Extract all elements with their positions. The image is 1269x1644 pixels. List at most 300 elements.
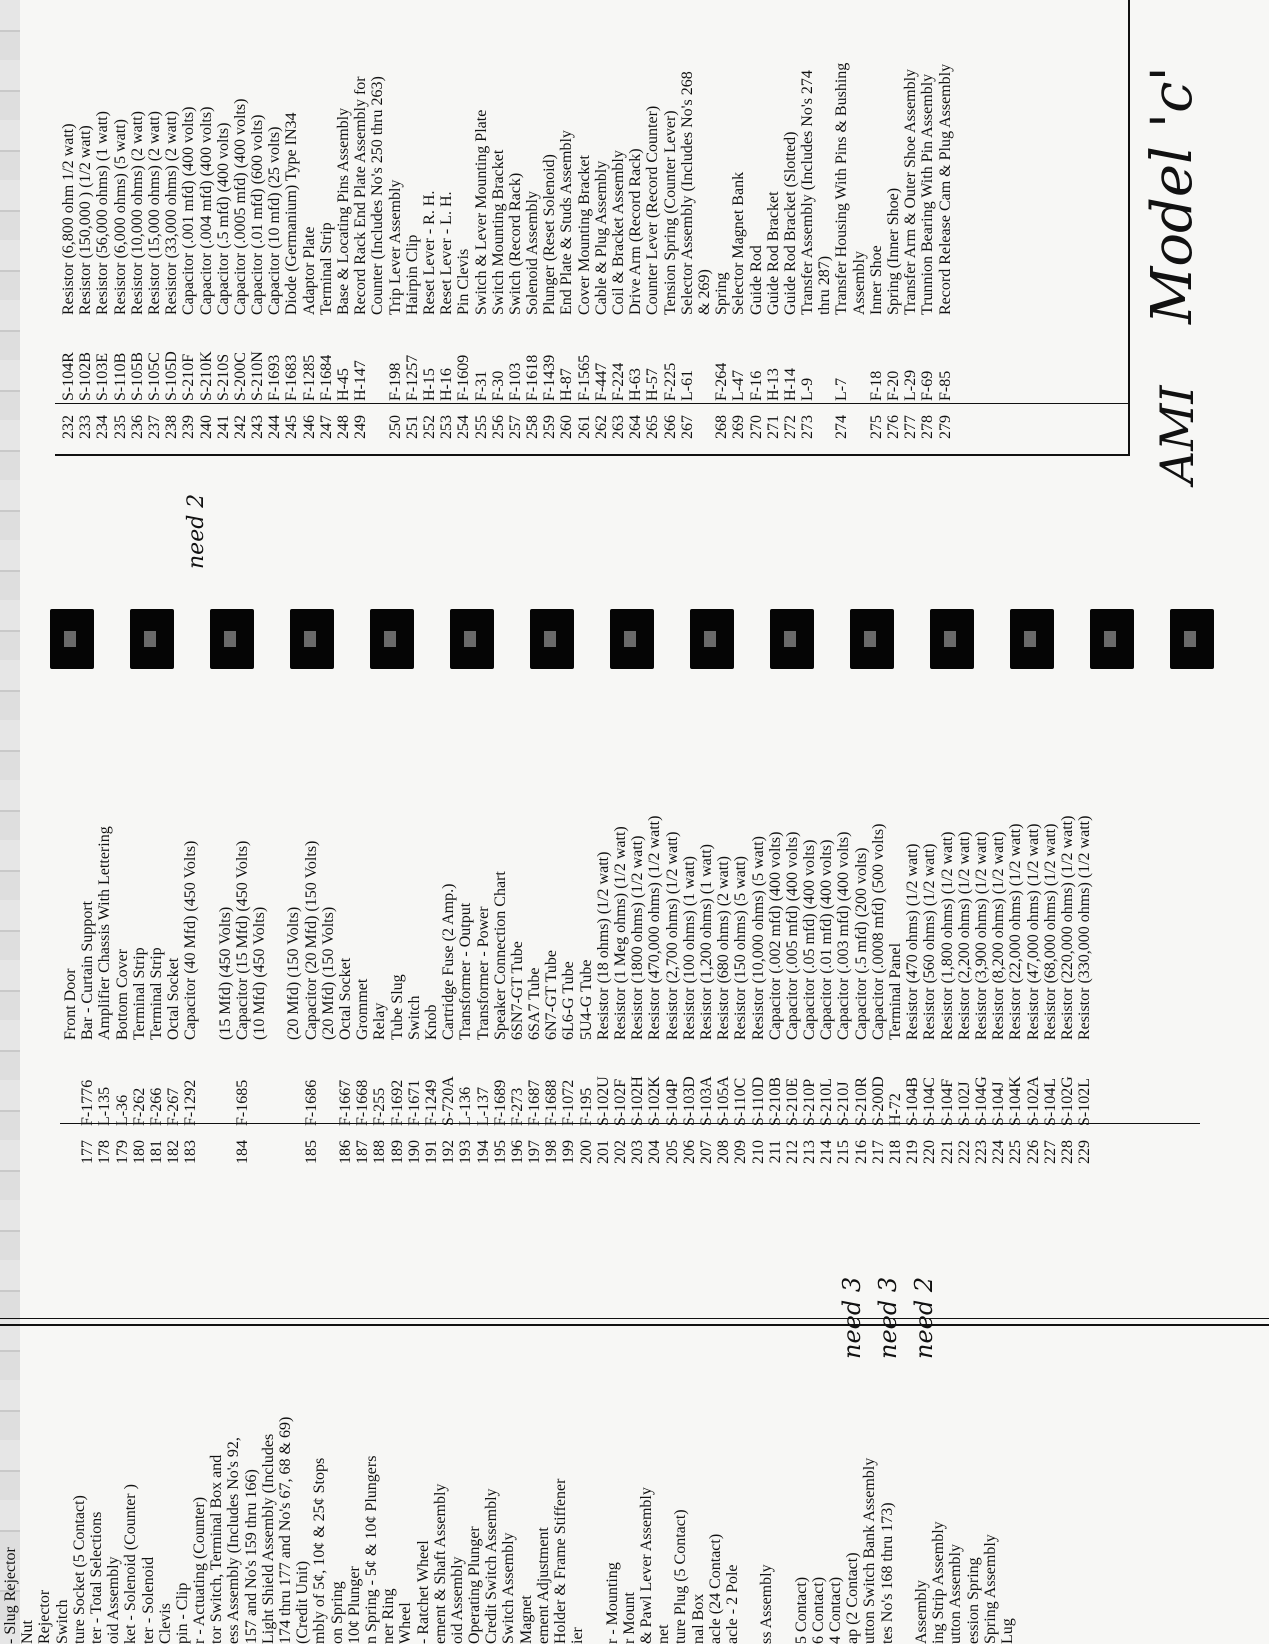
- part-number: F-195: [577, 1087, 595, 1126]
- item-number: 242: [231, 415, 249, 439]
- part-number: S-102B: [77, 352, 95, 401]
- table-row: [389, 816, 406, 1174]
- part-description: [200, 1040, 217, 1052]
- table-row: [558, 63, 575, 449]
- item-number: 178: [96, 1140, 114, 1164]
- table-row: [853, 816, 870, 1174]
- table-row: [163, 63, 180, 449]
- item-number: 200: [577, 1140, 595, 1164]
- item-number: 245: [283, 415, 301, 439]
- left-column-item: Clevis: [156, 1603, 174, 1644]
- part-number: F-1689: [491, 1079, 509, 1126]
- part-number: S-104R: [60, 352, 77, 401]
- part-description: Terminal Strip: [130, 947, 148, 1040]
- item-number: [369, 415, 386, 449]
- item-number: 207: [697, 1140, 715, 1164]
- item-number: 227: [1041, 1140, 1059, 1164]
- table-row: [490, 63, 507, 449]
- part-number: S-104L: [1041, 1078, 1059, 1126]
- part-number: L-7: [833, 377, 851, 401]
- part-description: Transfer Housing With Pins & Bushing: [833, 62, 851, 315]
- table-row: [509, 816, 526, 1174]
- table-row: [249, 63, 266, 449]
- part-number: F-225: [661, 362, 679, 401]
- table-row: [369, 63, 386, 449]
- part-description: 5U4-G Tube: [577, 959, 595, 1040]
- part-number: F-1257: [403, 354, 421, 401]
- part-number: S-210B: [766, 1077, 784, 1126]
- part-description: Resistor (1800 ohms) (1/2 watt): [629, 835, 647, 1040]
- left-column-item: r - Mounting: [603, 1562, 621, 1644]
- item-number: [217, 1140, 234, 1174]
- part-number: S-105D: [163, 351, 181, 401]
- part-number: L-47: [730, 369, 748, 401]
- item-number: 271: [764, 415, 782, 439]
- part-number: F-267: [165, 1087, 183, 1126]
- left-column-item: ss Assembly: [758, 1564, 776, 1644]
- part-number: F-262: [130, 1087, 148, 1126]
- part-description: Cover Mounting Bracket: [575, 155, 593, 315]
- left-column-item: ter - Total Selections: [87, 1511, 105, 1644]
- left-column-item: oid Assembly: [105, 1556, 123, 1644]
- part-description: Terminal Strip: [147, 947, 165, 1040]
- part-number: S-210F: [180, 353, 198, 401]
- part-description: Resistor (1 Meg ohms) (1/2 watt): [612, 826, 629, 1040]
- part-description: Tube Slug: [388, 974, 406, 1040]
- left-column-item: Assembly: [912, 1580, 930, 1644]
- part-number: [320, 1052, 337, 1140]
- table-row: [180, 63, 197, 449]
- part-description: Guide Rod: [747, 245, 765, 315]
- item-number: 196: [508, 1140, 526, 1164]
- item-number: [851, 415, 868, 449]
- table-row: [301, 63, 318, 449]
- part-description: 6SN7-GT Tube: [508, 941, 526, 1040]
- part-description: thru 287): [816, 255, 834, 315]
- table-row: [455, 63, 472, 449]
- left-column-item: [586, 1417, 603, 1644]
- item-number: 244: [266, 415, 284, 439]
- item-number: 211: [766, 1140, 784, 1164]
- item-number: 228: [1058, 1140, 1076, 1164]
- item-number: 177: [79, 1140, 97, 1164]
- item-number: 254: [455, 415, 473, 439]
- part-number: L-36: [113, 1094, 131, 1126]
- part-description: Switch: [405, 995, 423, 1040]
- part-number: S-210R: [852, 1077, 870, 1126]
- table-row: [526, 816, 543, 1174]
- part-number: S-102F: [612, 1078, 629, 1126]
- right-table-border-left: [55, 454, 1130, 456]
- part-description: Coil & Bracket Assembly: [610, 150, 627, 315]
- handwritten-ami: AMI: [1150, 385, 1204, 484]
- left-column-item: ture Socket (5 Contact): [70, 1495, 88, 1644]
- part-number: [200, 1052, 217, 1140]
- part-number: S-200C: [231, 352, 249, 401]
- part-number: F-1292: [182, 1079, 200, 1126]
- part-number: [217, 1052, 234, 1140]
- table-row: [560, 816, 577, 1174]
- table-row: [750, 816, 767, 1174]
- part-description: Diode (Germanium) Type IN34: [283, 112, 301, 315]
- part-number: F-1618: [524, 354, 542, 401]
- item-number: 249: [352, 415, 370, 439]
- table-row: [715, 816, 732, 1174]
- item-number: 225: [1007, 1140, 1025, 1164]
- part-number: L-136: [457, 1086, 475, 1126]
- item-number: [62, 1140, 79, 1174]
- item-number: 279: [936, 415, 954, 439]
- item-number: 194: [474, 1140, 492, 1164]
- part-description: Resistor (100 ohms) (1 watt): [680, 856, 698, 1040]
- table-row: [335, 63, 352, 449]
- part-number: S-210J: [835, 1081, 853, 1126]
- part-number: S-104K: [1007, 1076, 1025, 1126]
- left-column-item: & Pawl Lever Assembly: [637, 1487, 655, 1644]
- item-number: 216: [852, 1140, 870, 1164]
- left-column-item: ter - Solenoid: [139, 1556, 157, 1644]
- left-column-item: ner Ring: [380, 1588, 398, 1644]
- part-number: F-85: [936, 370, 954, 401]
- part-description: Resistor (2,200 ohms) (1/2 watt): [955, 831, 973, 1040]
- table-row: [576, 63, 593, 449]
- item-number: 187: [354, 1140, 372, 1164]
- item-number: 240: [197, 415, 215, 439]
- middle-parts-table: [62, 816, 1093, 1174]
- table-row: [730, 63, 747, 449]
- perforation: [50, 609, 94, 669]
- table-row: [165, 816, 182, 1174]
- part-number: F-1072: [560, 1079, 578, 1126]
- table-row: [767, 816, 784, 1174]
- table-row: [578, 816, 595, 1174]
- table-row: [438, 63, 455, 449]
- item-number: 235: [111, 415, 129, 439]
- table-row: [919, 63, 936, 449]
- item-number: [251, 1140, 268, 1174]
- item-number: 214: [818, 1140, 836, 1164]
- item-number: 268: [713, 415, 731, 439]
- table-row: [62, 816, 79, 1174]
- part-number: S-720A: [440, 1076, 458, 1126]
- left-column-item: ession Spring: [964, 1557, 982, 1644]
- item-number: 198: [543, 1140, 561, 1164]
- perforation: [1170, 609, 1214, 669]
- part-number: F-31: [472, 370, 490, 401]
- perforation: [530, 609, 574, 669]
- table-row: [129, 63, 146, 449]
- left-column-item: tor Switch, Terminal Box and: [208, 1454, 226, 1644]
- part-number: S-105B: [128, 352, 146, 401]
- item-number: 182: [165, 1140, 183, 1164]
- part-number: H-15: [420, 368, 438, 401]
- part-description: Spring (Inner Shoe): [885, 187, 902, 315]
- table-row: [543, 816, 560, 1174]
- left-column-item: utton Switch Bank Assembly: [861, 1457, 879, 1644]
- part-description: Grommet: [354, 978, 372, 1040]
- table-row: [937, 63, 954, 449]
- part-description: Capacitor (.5 mfd) (400 volts): [214, 122, 232, 315]
- part-number: F-447: [592, 362, 610, 401]
- left-column-item: - Ratchet Wheel: [414, 1540, 432, 1644]
- part-description: Spring: [713, 272, 731, 315]
- perforation: [610, 609, 654, 669]
- part-description: Relay: [371, 1002, 389, 1040]
- item-number: 246: [300, 415, 318, 439]
- item-number: 185: [302, 1140, 320, 1164]
- table-row: [285, 816, 302, 1174]
- table-row: [440, 816, 457, 1174]
- part-number: F-1668: [354, 1079, 372, 1126]
- part-number: F-255: [371, 1087, 389, 1126]
- part-number: F-1249: [422, 1079, 440, 1126]
- table-row: [541, 63, 558, 449]
- item-number: 243: [249, 415, 267, 439]
- left-column-item: Light Shield Assembly (Includes: [259, 1433, 277, 1644]
- item-number: 265: [644, 415, 662, 439]
- item-number: 260: [558, 415, 576, 439]
- part-number: F-264: [713, 362, 731, 401]
- perforation: [290, 609, 334, 669]
- part-number: F-1776: [79, 1079, 97, 1126]
- part-number: F-103: [506, 362, 524, 401]
- table-row: [1042, 816, 1059, 1174]
- perforation: [930, 609, 974, 669]
- left-parts-column: [2, 1417, 1016, 1644]
- part-number: F-224: [610, 362, 627, 401]
- part-number: F-16: [747, 370, 765, 401]
- part-number: [285, 1052, 302, 1140]
- part-number: S-104G: [972, 1076, 990, 1126]
- table-row: [146, 63, 163, 449]
- part-description: Capacitor (.0008 mfd) (500 volts): [869, 823, 887, 1040]
- part-number: [62, 1052, 79, 1140]
- table-row: [232, 63, 249, 449]
- left-column-item: - Slug Rejector: [2, 1547, 19, 1644]
- left-column-item: Credit Switch Assembly: [483, 1488, 501, 1644]
- part-number: S-103D: [680, 1076, 698, 1126]
- left-column-item: [775, 1417, 792, 1644]
- part-number: H-87: [558, 368, 576, 401]
- item-number: 206: [680, 1140, 698, 1164]
- part-number: S-104J: [990, 1081, 1008, 1126]
- table-row: [318, 63, 335, 449]
- item-number: 179: [113, 1140, 131, 1164]
- part-description: Switch & Lever Mounting Plate: [472, 109, 490, 315]
- part-number: H-57: [644, 368, 662, 401]
- part-description: Adaptor Plate: [300, 226, 318, 315]
- part-description: Resistor (150 ohms) (5 watt): [732, 856, 750, 1040]
- handwritten-note-need3: need 3: [838, 1276, 866, 1359]
- table-row: [887, 816, 904, 1174]
- part-description: & 269): [695, 269, 713, 315]
- item-number: 277: [902, 415, 920, 439]
- item-number: 262: [592, 415, 610, 439]
- item-number: 234: [94, 415, 112, 439]
- table-row: [79, 816, 96, 1174]
- item-number: 233: [77, 415, 95, 439]
- left-column-item: 6 Contact): [809, 1576, 827, 1644]
- item-number: 193: [457, 1140, 475, 1164]
- item-number: 220: [921, 1140, 939, 1164]
- table-row: [234, 816, 251, 1174]
- table-row: [835, 816, 852, 1174]
- part-number: S-102G: [1058, 1076, 1076, 1126]
- item-number: 256: [489, 415, 507, 439]
- item-number: 255: [472, 415, 490, 439]
- part-number: F-1609: [455, 354, 473, 401]
- item-number: 218: [887, 1140, 904, 1164]
- part-description: 6N7-GT Tube: [543, 950, 561, 1040]
- table-row: [868, 63, 885, 449]
- part-number: S-210K: [197, 351, 215, 401]
- part-description: Bar - Curtain Support: [79, 900, 97, 1040]
- part-description: Selector Magnet Bank: [730, 171, 748, 315]
- item-number: 197: [526, 1140, 544, 1164]
- left-column-item: utton Assembly: [947, 1543, 965, 1644]
- table-row: [765, 63, 782, 449]
- part-description: Inner Shoe: [867, 245, 885, 315]
- table-row: [404, 63, 421, 449]
- part-description: Reset Lever - R. H.: [420, 190, 438, 315]
- table-row: [870, 816, 887, 1174]
- part-description: Octal Socket: [165, 957, 183, 1040]
- part-number: F-1693: [266, 354, 284, 401]
- perforation: [370, 609, 414, 669]
- left-column-item: ier: [569, 1627, 587, 1644]
- table-row: [406, 816, 423, 1174]
- table-row: [94, 63, 111, 449]
- left-column-item: [741, 1417, 758, 1644]
- table-row: [801, 816, 818, 1174]
- item-number: 201: [594, 1140, 612, 1164]
- table-row: [352, 63, 369, 449]
- part-number: S-210P: [801, 1078, 819, 1126]
- table-row: [112, 63, 129, 449]
- part-description: Transformer - Output: [457, 902, 475, 1040]
- item-number: 264: [627, 415, 645, 439]
- column-divider-left-2: [0, 1318, 1269, 1319]
- table-row: [646, 816, 663, 1174]
- part-number: F-198: [386, 362, 404, 401]
- part-description: (20 Mfd) (150 Volts): [319, 906, 337, 1040]
- item-number: 189: [388, 1140, 406, 1164]
- left-column-item: 10¢ Plunger: [345, 1566, 363, 1644]
- item-number: 263: [610, 415, 627, 439]
- part-description: Tension Spring (Counter Lever): [661, 110, 679, 315]
- part-number: F-1285: [300, 354, 318, 401]
- left-column-item: ement Adjustment: [534, 1527, 552, 1644]
- item-number: 270: [747, 415, 765, 439]
- part-number: S-210L: [818, 1078, 836, 1126]
- part-number: F-69: [919, 370, 937, 401]
- part-description: Guide Rod Bracket (Slotted): [781, 131, 799, 315]
- item-number: 273: [799, 415, 817, 439]
- part-description: (10 Mfd) (450 Volts): [251, 906, 269, 1040]
- item-number: 236: [128, 415, 146, 439]
- table-row: [1025, 816, 1042, 1174]
- item-number: 229: [1076, 1140, 1094, 1164]
- item-number: 224: [990, 1140, 1008, 1164]
- table-row: [732, 816, 749, 1174]
- table-row: [973, 816, 990, 1174]
- part-number: F-1439: [541, 354, 559, 401]
- part-description: Guide Rod Bracket: [764, 191, 782, 315]
- table-row: [251, 816, 268, 1174]
- part-description: Capacitor (20 Mfd) (150 Volts): [302, 840, 320, 1040]
- part-number: S-210N: [249, 351, 267, 401]
- table-row: [627, 63, 644, 449]
- part-description: Transformer - Power: [474, 906, 492, 1040]
- part-number: H-147: [352, 360, 370, 401]
- part-description: Knob: [422, 1004, 440, 1040]
- left-column-item: r - Actuating (Counter): [191, 1496, 209, 1644]
- part-number: S-104B: [904, 1077, 922, 1126]
- handwritten-note-need2: need 2: [184, 493, 209, 569]
- left-column-item: nal Box: [689, 1593, 707, 1644]
- part-number: S-110C: [732, 1077, 750, 1126]
- part-number: S-200D: [869, 1076, 887, 1126]
- part-description: Transfer Assembly (Includes No's 274: [799, 70, 817, 315]
- part-description: End Plate & Studs Assembly: [558, 130, 576, 315]
- left-column-item: n Spring - 5¢ & 10¢ Plungers: [362, 1455, 380, 1644]
- perforation: [850, 609, 894, 669]
- table-row: [816, 63, 833, 449]
- item-number: 212: [783, 1140, 801, 1164]
- item-number: 241: [214, 415, 232, 439]
- table-row: [851, 63, 868, 449]
- item-number: 184: [233, 1140, 251, 1164]
- table-row: [198, 63, 215, 449]
- part-description: Resistor (47,000 ohms) (1/2 watt): [1024, 823, 1042, 1040]
- item-number: 276: [885, 415, 902, 439]
- table-row: [371, 816, 388, 1174]
- item-number: 275: [867, 415, 885, 439]
- table-row: [902, 63, 919, 449]
- item-number: 232: [60, 415, 77, 439]
- left-column-item: Magnet: [517, 1595, 535, 1644]
- item-number: 219: [904, 1140, 922, 1164]
- item-number: 267: [678, 415, 696, 439]
- part-description: Trip Lever Assembly: [386, 179, 404, 315]
- table-row: [77, 63, 94, 449]
- column-divider-left: [0, 1324, 1269, 1326]
- part-number: F-1667: [337, 1079, 354, 1126]
- table-row: [387, 63, 404, 449]
- table-row: [421, 63, 438, 449]
- item-number: 209: [732, 1140, 750, 1164]
- left-column-item: oid Assembly: [448, 1556, 466, 1644]
- table-row: [799, 63, 816, 449]
- table-row: [337, 816, 354, 1174]
- item-number: 239: [180, 415, 198, 439]
- part-number: H-63: [627, 368, 645, 401]
- handwritten-note-need3: need 3: [874, 1276, 902, 1359]
- table-row: [629, 816, 646, 1174]
- item-number: [696, 415, 713, 449]
- part-description: Capacitor (.5 mfd) (200 volts): [852, 847, 870, 1040]
- part-description: Record Rack End Plate Assembly for: [352, 76, 370, 315]
- item-number: 258: [524, 415, 542, 439]
- table-row: [131, 816, 148, 1174]
- part-number: S-103E: [94, 353, 112, 401]
- part-number: H-14: [781, 368, 799, 401]
- perforation: [1010, 609, 1054, 669]
- table-row: [698, 816, 715, 1174]
- table-row: [303, 816, 320, 1174]
- part-description: Assembly: [850, 251, 868, 315]
- part-description: Counter Lever (Record Counter): [644, 105, 662, 315]
